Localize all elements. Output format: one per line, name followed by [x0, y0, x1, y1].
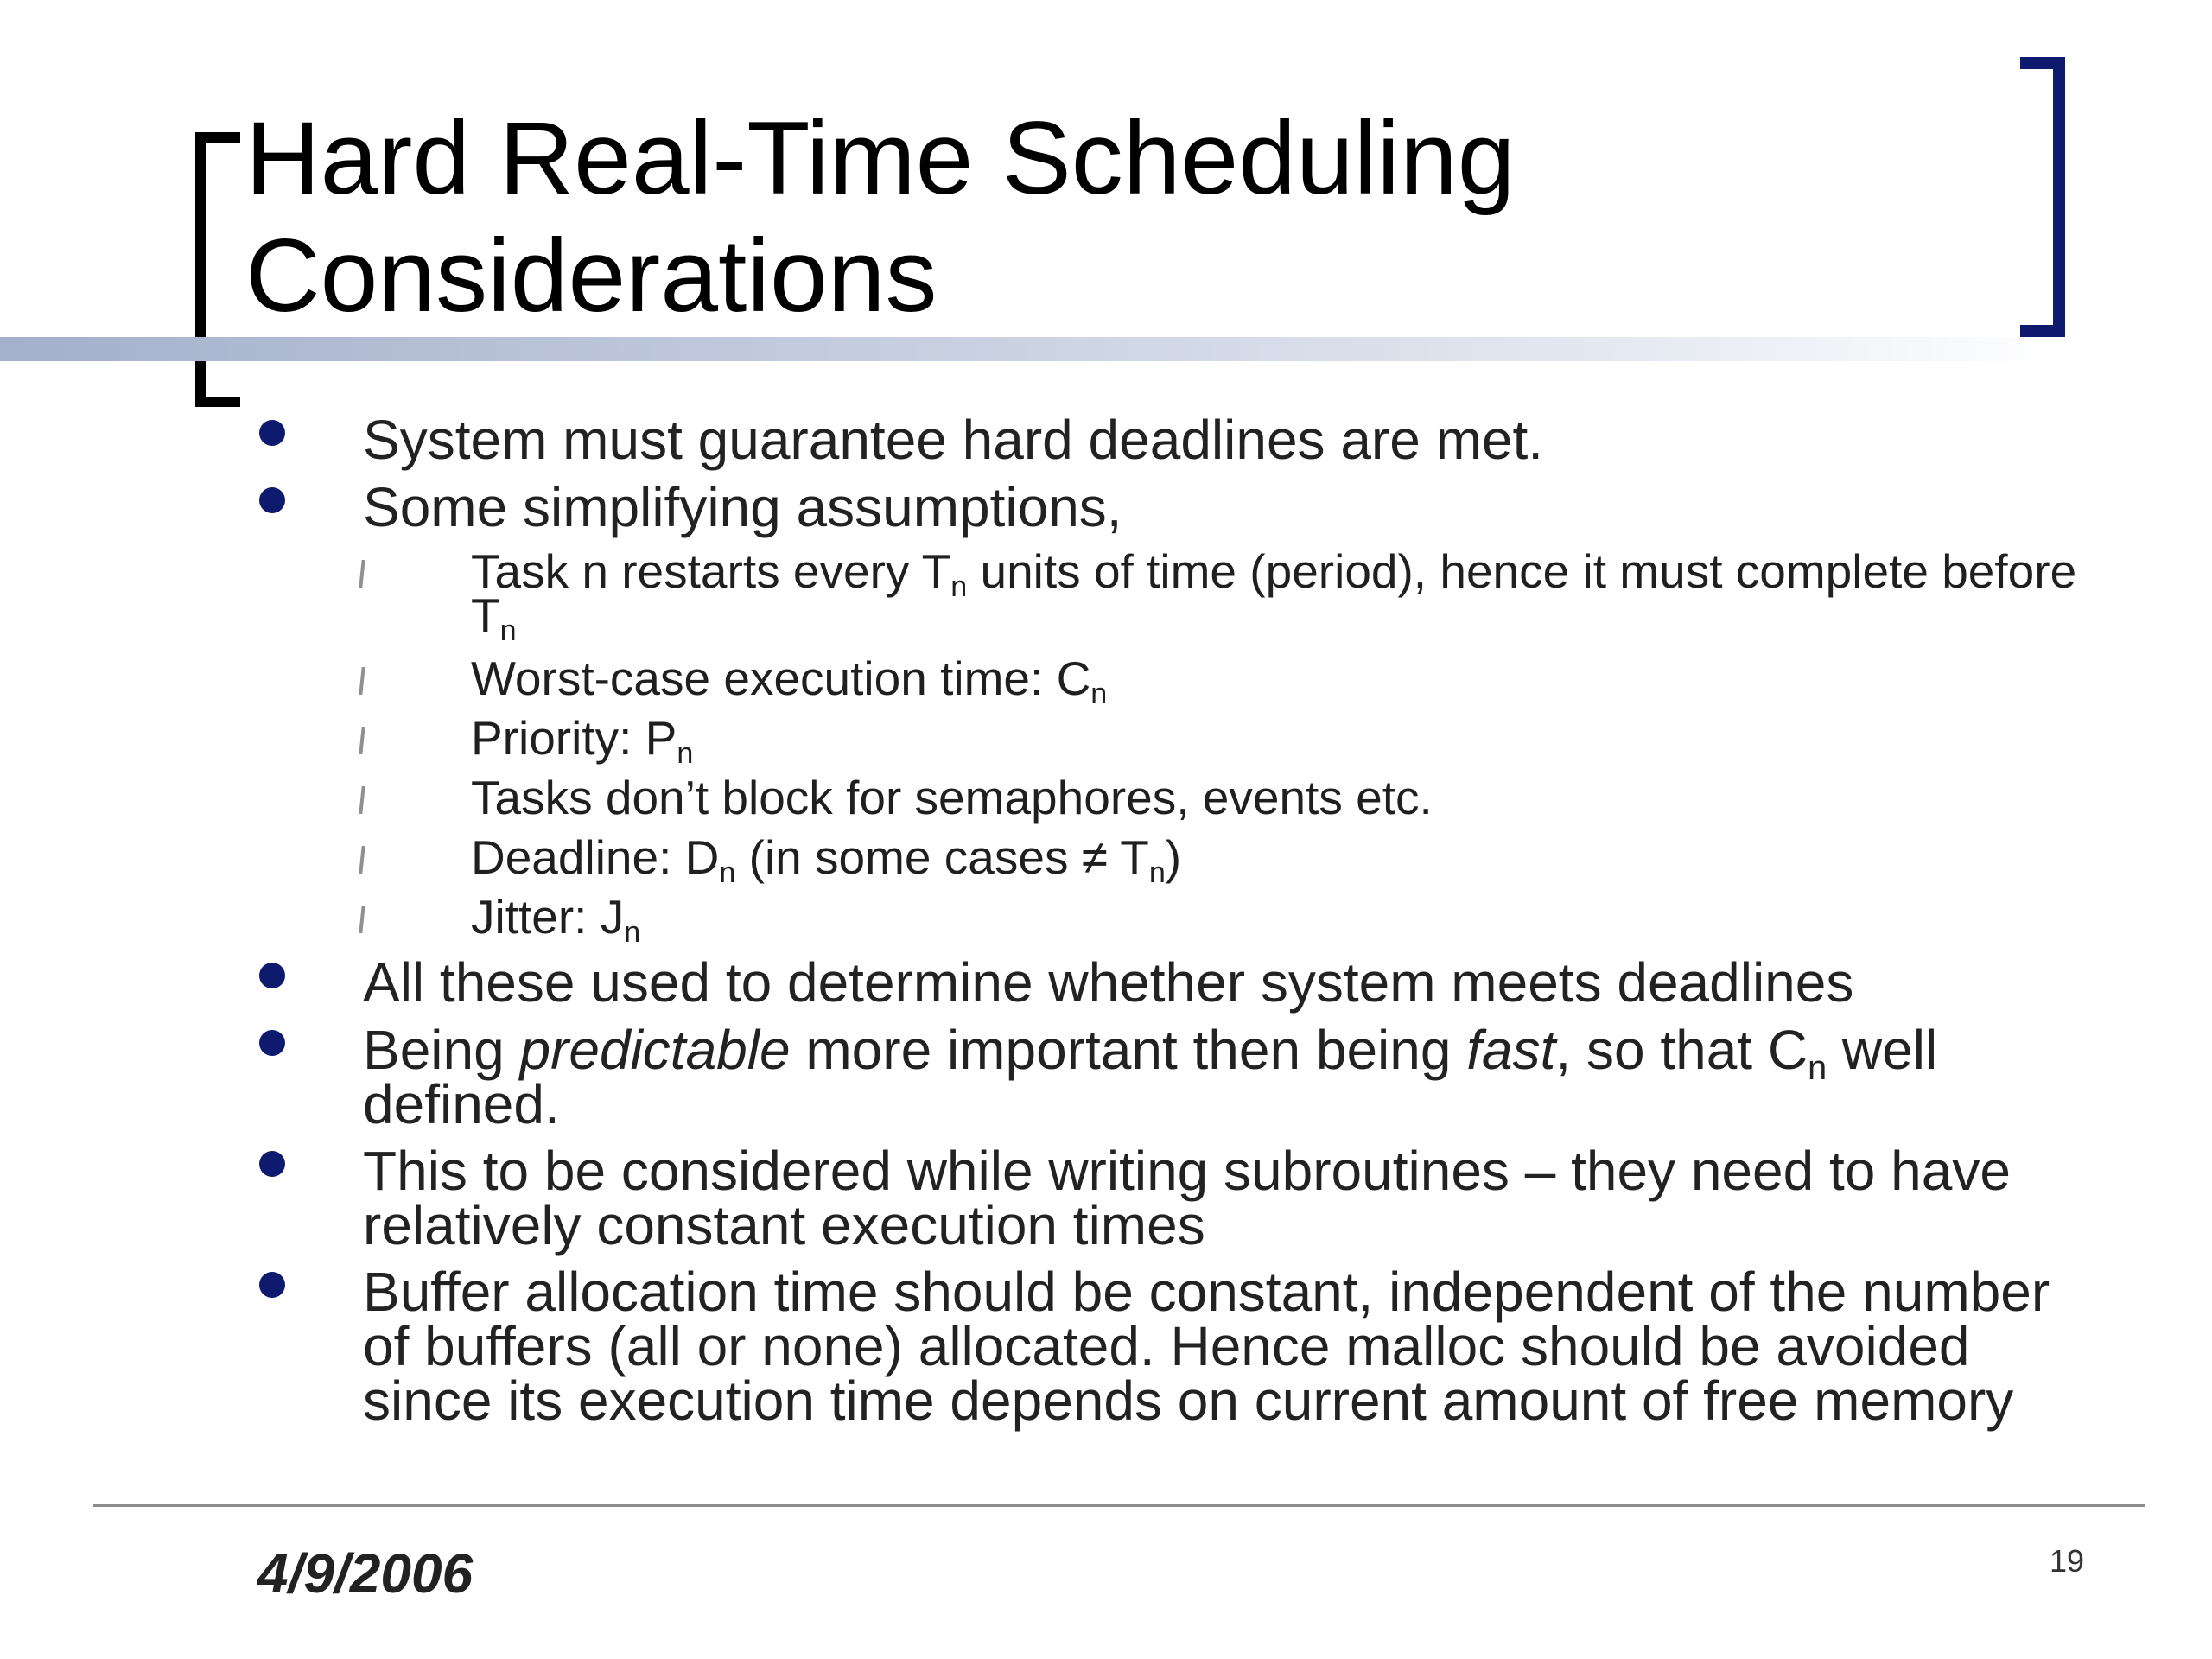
sub-bullet-item-2: Worst-case execution time: $C_n$ [471, 657, 2091, 701]
page-number: 19 [2050, 1543, 2085, 1579]
sub-bullet-mark [359, 560, 365, 588]
sub-bullet-mark [359, 906, 365, 933]
bullet-dot [259, 1151, 285, 1177]
footer-divider [93, 1504, 2145, 1507]
sub-bullet-item-4: Tasks don’t block for semaphores, events etc. [471, 776, 2091, 820]
bullet-dot [259, 1030, 285, 1056]
slide-title-line-1: Hard Real-Time Scheduling [245, 100, 1516, 216]
bullet-dot [259, 487, 285, 513]
bullet-item-6: Buffer allocation time should be constant, independent of the number of buffers (all or none) allocated. Hence malloc should be avoided since its execution time depends on current amount of free memory [363, 1265, 2091, 1428]
sub-bullet-item-6: Jitter: $J_n$ [471, 895, 2091, 939]
bullet-item-5: This to be considered while writing subroutines – they need to have relatively constant execution times [363, 1144, 2091, 1253]
sub-bullet-item-3: Priority: $P_n$ [471, 716, 2091, 760]
bullet-item-1: System must guarantee hard deadlines are met. [363, 413, 2091, 467]
bullet-item-3: All these used to determine whether system meets deadlines [363, 956, 2091, 1010]
bullet-item-4: Being predictable more important then being fast, so that $C_n$ well defined. [363, 1023, 2091, 1132]
footer-date: 4/9/2006 [257, 1542, 474, 1605]
bullet-dot [259, 420, 285, 446]
sub-bullet-item-5: Deadline: $D_n$ (in some cases ≠ $T_n$) [471, 836, 2091, 880]
bullet-dot [259, 1272, 285, 1298]
sub-bullet-mark [359, 727, 365, 754]
sub-bullet-mark [359, 667, 365, 695]
sub-bullet-item-1: Task n restarts every $T_n$ units of time (period), hence it must complete before $T_n$ [471, 550, 2091, 638]
sub-bullet-mark [359, 786, 365, 814]
slide-title-line-2: Considerations [245, 218, 938, 334]
bullet-item-2: Some simplifying assumptions, [363, 480, 2091, 535]
bullet-dot [259, 963, 285, 988]
sub-bullet-mark [359, 846, 365, 874]
